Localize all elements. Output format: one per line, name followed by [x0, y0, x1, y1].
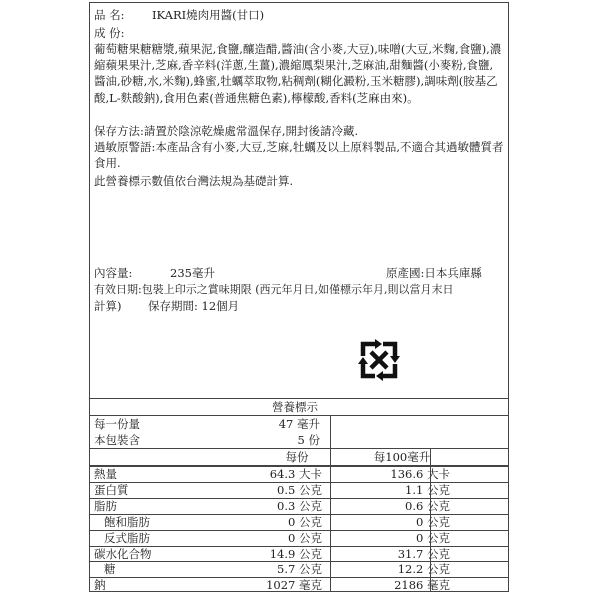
nutrient-per-100ml: 0 公克	[416, 530, 450, 545]
nutrient-per-serving: 64.3 大卡	[269, 467, 322, 481]
product-name: IKARI燒肉用醬(甘口)	[152, 8, 265, 22]
nutrient-per-serving: 0.5 公克	[277, 482, 322, 497]
storage-text: 保存方法:請置於陰涼乾燥處常溫保存,開封後請冷藏.	[94, 124, 359, 138]
nutrient-per-100ml: 12.2 公克	[397, 562, 450, 577]
nutrient-per-100ml: 1.1 公克	[405, 482, 450, 497]
nutrient-name: 脂肪	[94, 498, 117, 513]
expiry-line-1: 有效日期:包裝上印示之賞味期限 (西元年月日,如僅標示年月,則以當月末日	[94, 283, 454, 296]
nutrient-name: 鈉	[94, 578, 106, 593]
nutrient-name: 飽和脂肪	[104, 514, 150, 529]
serving-size-label: 每一份量	[94, 417, 140, 431]
expiry-period: 保存期間: 12個月	[148, 299, 240, 313]
product-label	[89, 2, 509, 592]
basis-note: 此營養標示數值依台灣法規為基礎計算.	[94, 174, 294, 188]
allergen-text: 過敏原警語:本產品含有小麥,大豆,芝麻,牡蠣及以上原料製品,不適合其過敏體質者食用.	[94, 140, 504, 171]
nutrient-per-serving: 14.9 公克	[269, 546, 322, 561]
nutrient-per-serving: 0.3 公克	[277, 498, 322, 513]
nutrition-column-divider-1	[330, 416, 331, 592]
nutrient-per-serving: 1027 毫克	[266, 578, 322, 593]
servings-value: 5 份	[297, 433, 320, 447]
nutrient-name: 糖	[104, 562, 116, 577]
nutrient-name: 蛋白質	[94, 482, 129, 497]
ingredients-label: 成 份:	[94, 26, 125, 40]
column-header-per-serving: 每份	[285, 450, 309, 464]
nutrient-per-100ml: 31.7 公克	[397, 546, 450, 561]
nutrient-name: 熱量	[94, 467, 117, 481]
nutrient-per-100ml: 136.6 大卡	[390, 467, 450, 481]
nutrient-per-100ml: 2186 毫克	[394, 578, 450, 593]
nutrient-per-serving: 5.7 公克	[277, 562, 322, 577]
volume-label: 內容量:	[94, 266, 133, 280]
nutrition-title: 營養標示	[272, 400, 318, 414]
nutrient-per-serving: 0 公克	[288, 514, 322, 529]
product-name-label: 品 名:	[94, 8, 125, 22]
nutrient-per-100ml: 0.6 公克	[405, 498, 450, 513]
recycle-icon	[357, 338, 401, 382]
volume-value: 235毫升	[170, 266, 215, 280]
serving-size-value: 47 毫升	[278, 417, 320, 431]
nutrient-per-100ml: 0 公克	[416, 514, 450, 529]
servings-label: 本包裝含	[94, 433, 140, 447]
column-header-per-100ml: 每100毫升	[373, 450, 431, 464]
ingredients-text: 葡萄糖果糖糖漿,蘋果泥,食鹽,釀造醋,醬油(含小麥,大豆),味噌(大豆,米麴,食鹽),濃縮蘋果果汁,芝麻,香辛料(洋蔥,生薑),濃縮鳳梨果汁,芝麻油,甜麵醬(小麥粉,食鹽,醬油,砂糖,水,米麴),蜂蜜,牡蠣萃取物,粘稠劑(糊化澱粉,玉米糖膠),調味劑(胺基乙酸,L-麩酸鈉),食用色素(普通焦糖色素),檸檬酸,香料(芝麻由來)。	[94, 42, 502, 105]
nutrient-name: 碳水化合物	[94, 546, 152, 561]
nutrient-name: 反式脂肪	[104, 530, 150, 545]
nutrient-per-serving: 0 公克	[288, 530, 322, 545]
nutrition-column-divider-2	[430, 448, 431, 592]
origin-text: 原產國:日本兵庫縣	[386, 266, 482, 280]
expiry-line-2-prefix: 計算)	[94, 299, 122, 313]
